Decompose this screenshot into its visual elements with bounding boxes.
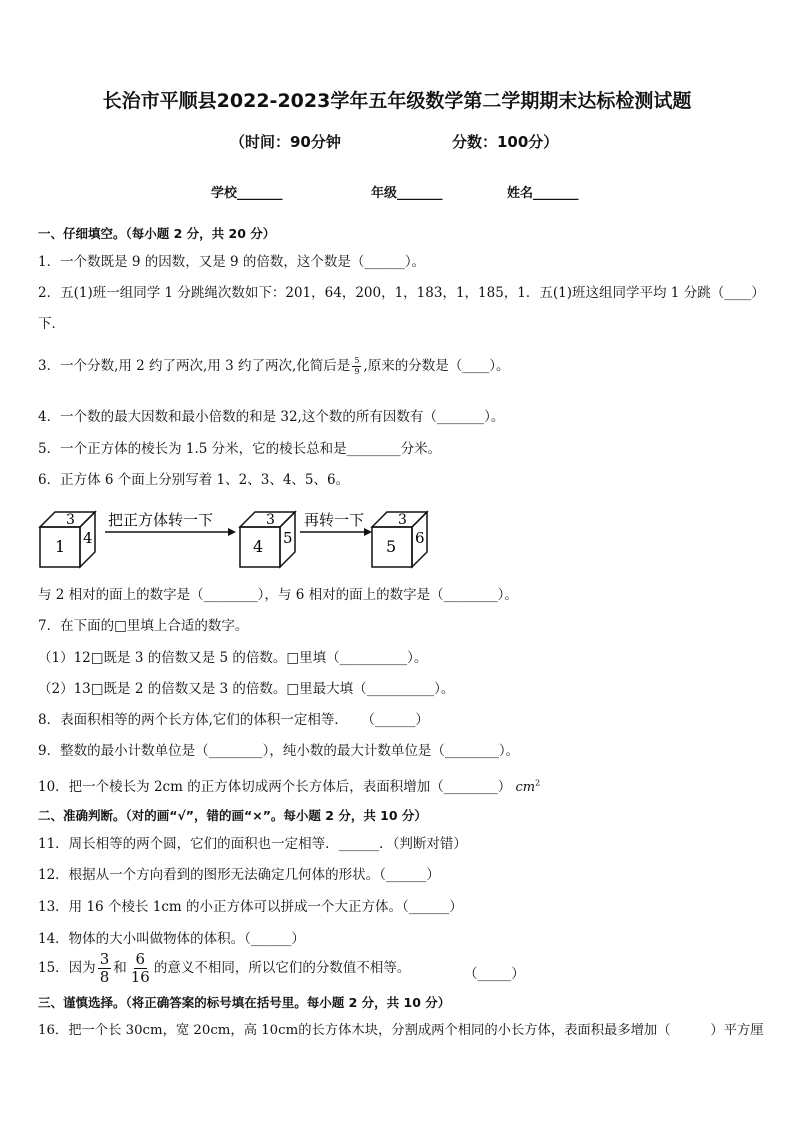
question-14: 14．物体的大小叫做物体的体积。（______） xyxy=(38,931,305,947)
arrow-2-head xyxy=(364,528,372,536)
question-11: 11．周长相等的两个圆，它们的面积也一定相等．______．（判断对错） xyxy=(38,836,467,852)
grade-field: 年级_______ xyxy=(371,186,443,201)
question-15-blank: （_____） xyxy=(464,966,525,982)
question-13: 13．用 16 个棱长 1cm 的小正方体可以拼成一个大正方体。（______） xyxy=(38,899,463,915)
question-3 xyxy=(38,354,509,376)
cube-2-side: 5 xyxy=(283,529,293,547)
cube-1-side: 4 xyxy=(83,529,93,547)
question-15-text: 15．因为 xyxy=(38,960,96,976)
cube-2-front: 4 xyxy=(253,537,264,556)
question-6-answers: 与 2 相对的面上的数字是（________），与 6 相对的面上的数字是（________）。 xyxy=(38,587,518,603)
question-8: 8．表面积相等的两个长方体,它们的体积一定相等． （______） xyxy=(38,712,429,728)
question-3-text-end: ,原来的分数是（____）。 xyxy=(363,358,510,374)
fraction-5-9: $\frac{5}{9}$ xyxy=(354,356,360,376)
cube-rotation-figure xyxy=(38,500,438,572)
question-5: 5．一个正方体的棱长为 1.5 分米，它的棱长总和是________分米。 xyxy=(38,441,442,457)
cube-3-front: 5 xyxy=(386,537,397,556)
school-field: 学校_______ xyxy=(211,186,283,201)
question-3-text: 3．一个分数,用 2 约了两次,用 3 约了两次,化简后是 xyxy=(38,358,351,374)
fraction-6-16: $\frac{6}{16}$ xyxy=(130,950,150,986)
question-15: 15．因为 $\frac{3}{8}$ 和 $\frac{6}{16}$ 的意义不相同，所以它们的分数值不相等。 xyxy=(38,950,411,986)
question-9: 9．整数的最小计数单位是（________），纯小数的最大计数单位是（________）。 xyxy=(38,743,520,759)
arrow-1-head xyxy=(228,528,236,536)
question-1: 1．一个数既是 9 的因数，又是 9 的倍数，这个数是（______）。 xyxy=(38,254,426,270)
question-10 xyxy=(38,775,540,795)
question-2-continued: 下． xyxy=(38,316,65,332)
name-field: 姓名_______ xyxy=(507,186,579,201)
cube-1-front: 1 xyxy=(55,537,66,556)
question-12: 12．根据从一个方向看到的图形无法确定几何体的形状。（______） xyxy=(38,867,440,883)
question-7-part-1: （1）12□既是 3 的倍数又是 5 的倍数。□里填（__________）。 xyxy=(38,650,428,666)
question-6: 6．正方体 6 个面上分别写着 1、2、3、4、5、6。 xyxy=(38,472,350,488)
section-heading-2: 二、准确判断。（对的画“√”，错的画“×”。每小题 2 分，共 10 分） xyxy=(38,808,427,823)
arrow-2-label: 再转一下 xyxy=(304,511,365,529)
exam-time: （时间：90分钟 xyxy=(230,133,341,151)
question-10-text: 10．把一个棱长为 2cm 的正方体切成两个长方体后，表面积增加（________） xyxy=(38,779,512,795)
cube-3-top: 3 xyxy=(398,512,407,528)
section-heading-3: 三、谨慎选择。（将正确答案的标号填在括号里。每小题 2 分，共 10 分） xyxy=(38,995,451,1010)
cube-1-top: 3 xyxy=(66,512,75,528)
page-title: 长治市平顺县2022-2023学年五年级数学第二学期期末达标检测试题 xyxy=(102,90,692,112)
question-2: 2．五(1)班一组同学 1 分跳绳次数如下：201，64，200，1，183，1，185，1．五(1)班这组同学平均 1 分跳（____） xyxy=(38,285,765,301)
cube-3-side: 6 xyxy=(415,529,425,547)
arrow-1-label: 把正方体转一下 xyxy=(108,511,214,529)
section-heading-1: 一、仔细填空。（每小题 2 分，共 20 分） xyxy=(38,226,276,241)
unit-square-cm: $cm^2$ xyxy=(515,778,541,795)
question-16: 16．把一个长 30cm，宽 20cm，高 10cm的长方体木块，分割成两个相同的小长方体，表面积最多增加（ ）平方厘 xyxy=(38,1023,764,1038)
question-7: 7．在下面的□里填上合适的数字。 xyxy=(38,618,249,634)
fraction-3-8: $\frac{3}{8}$ xyxy=(99,950,110,986)
question-7-part-2: （2）13□既是 2 的倍数又是 3 的倍数。□里最大填（__________）。 xyxy=(38,681,455,697)
exam-score: 分数：100分） xyxy=(452,133,559,151)
cube-2-top: 3 xyxy=(266,512,275,528)
question-4: 4．一个数的最大因数和最小倍数的和是 32,这个数的所有因数有（_______）。 xyxy=(38,409,505,425)
